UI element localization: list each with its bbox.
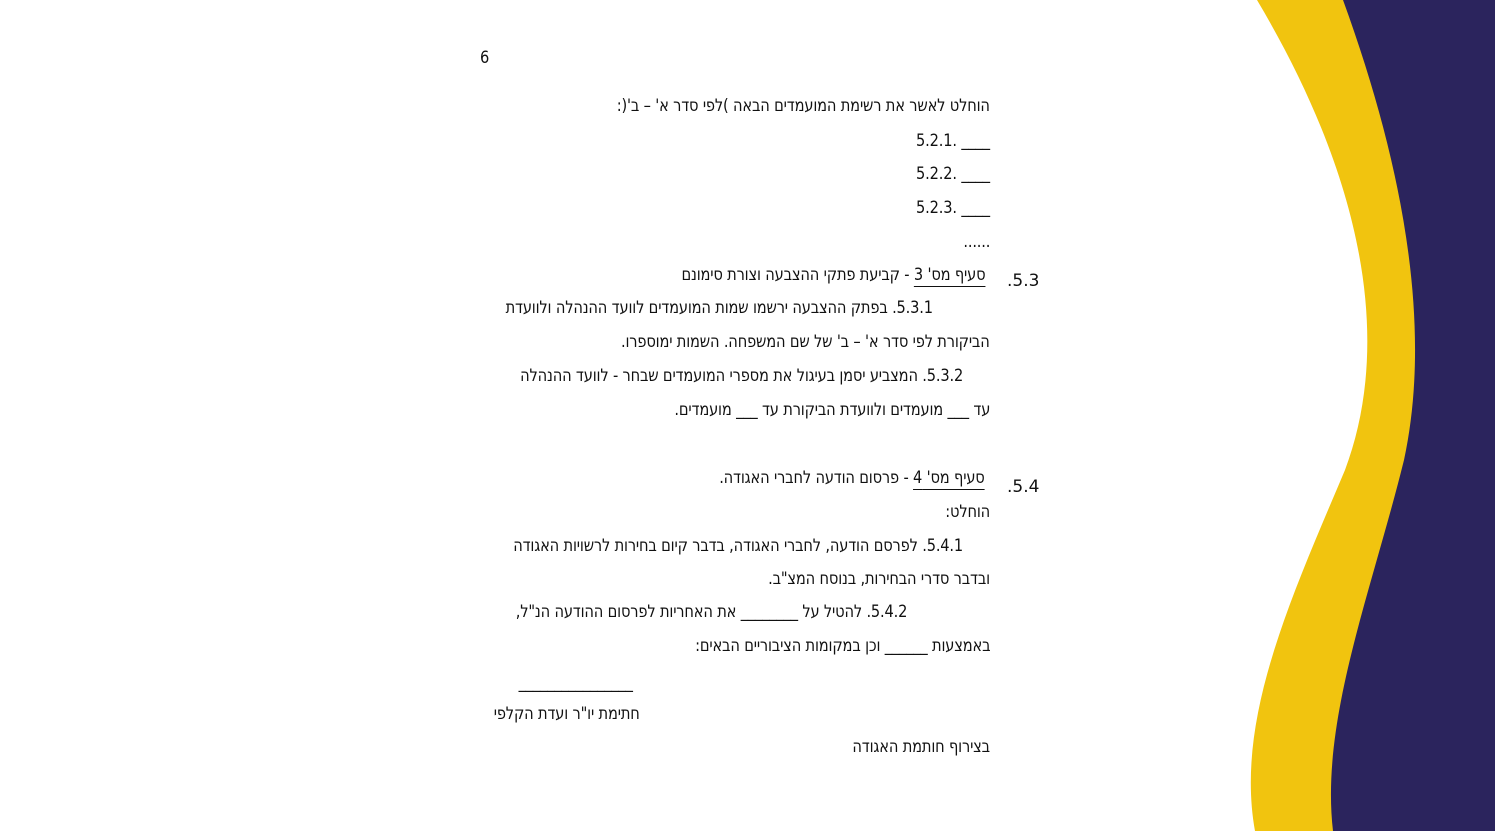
section-5-4-number: .5.4 <box>1007 477 1040 497</box>
section-5-3-heading-label: סעיף מס' 3 <box>913 265 985 285</box>
section-5-4-heading <box>720 467 985 489</box>
section-5-4-decided-label: הוחלט: <box>945 502 990 522</box>
signature-label: חתימת יו"ר ועדת הקלפי <box>494 704 640 724</box>
section-5-3-heading <box>681 264 985 286</box>
section-5-4-heading-label: סעיף מס' 4 <box>913 468 985 488</box>
candidate-item: ____ .5.2.1 <box>916 131 990 151</box>
signature-line: ________________ <box>518 673 633 693</box>
section-5-4-line: 5.4.1. לפרסם הודעה, לחברי האגודה, בדבר קיום בחירות לרשויות האגודה <box>513 536 963 556</box>
candidate-list-ellipsis: ...... <box>963 232 990 252</box>
section-5-4-line: באמצעות ______ וכן במקומות הציבוריים הבאים: <box>694 636 990 656</box>
candidate-item: ____ .5.2.2 <box>916 164 990 184</box>
section-5-3-line: 5.3.2. המצביע יסמן בעיגול את מספרי המועמדים שבחר - לוועד ההנהלה <box>519 366 963 386</box>
page-number: 6 <box>480 48 490 68</box>
section-5-4-line: ובדבר סדרי הבחירות, בנוסח המצ"ב. <box>768 569 990 589</box>
section-5-4-line: 5.4.2. להטיל על ________ את האחריות לפרסום ההודעה הנ"ל, <box>515 602 907 622</box>
section-5-3-line: עד ___ מועמדים ולוועדת הביקורת עד ___ מועמדים. <box>674 400 990 420</box>
section-5-3-heading-title: - קביעת פתקי ההצבעה וצורת סימונם <box>681 265 914 285</box>
section-5-3-number: .5.3 <box>1007 271 1040 291</box>
attachment-note: בצירוף חותמת האגודה <box>852 737 990 757</box>
section-5-3-line: הביקורת לפי סדר א' – ב' של שם המשפחה. השמות ימוספרו. <box>621 332 990 352</box>
section-5-3-line: 5.3.1. בפתק ההצבעה ירשמו שמות המועמדים לוועד ההנהלה ולוועדת <box>505 298 933 318</box>
section-5-4-heading-title: - פרסום הודעה לחברי האגודה. <box>719 468 914 488</box>
candidate-item: ____ .5.2.3 <box>916 198 990 218</box>
decision-intro-text: הוחלט לאשר את רשימת המועמדים הבאה )לפי סדר א' – ב'(: <box>616 96 990 116</box>
